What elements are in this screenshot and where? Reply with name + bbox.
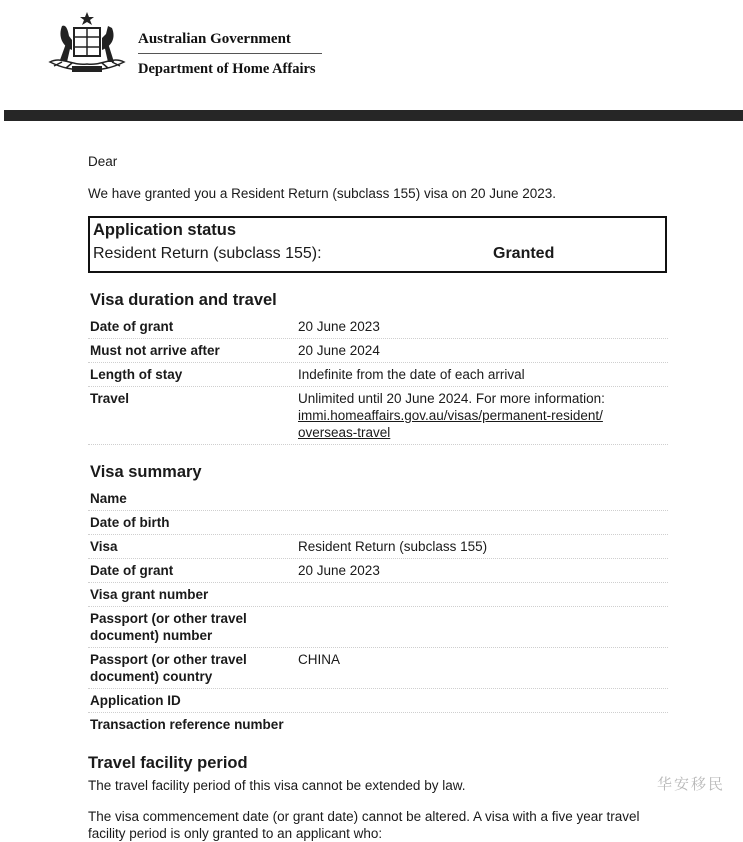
row-label: Passport (or other travel document) number — [90, 611, 247, 643]
table-row — [88, 648, 668, 689]
travel-info-link[interactable] — [298, 408, 603, 440]
greeting-text: Dear — [88, 154, 118, 169]
table-row — [88, 559, 668, 583]
status-label: Resident Return (subclass 155): — [93, 245, 322, 262]
intro-text: We have granted you a Resident Return (subclass 155) visa on 20 June 2023. — [88, 186, 557, 201]
status-row — [93, 245, 665, 267]
status-title: Application status — [93, 221, 237, 239]
row-label: Visa — [90, 539, 118, 554]
watermark: 华安移民 — [656, 775, 725, 793]
travel-text: Unlimited until 20 June 2024. For more information: — [298, 391, 605, 406]
letter-body — [88, 148, 668, 842]
row-value: Resident Return (subclass 155) — [298, 539, 488, 554]
letterhead — [0, 0, 743, 110]
row-label: Date of grant — [90, 563, 174, 578]
application-status-box — [88, 216, 667, 273]
table-row — [88, 339, 668, 363]
table-row — [88, 689, 668, 713]
row-label: Visa grant number — [90, 587, 209, 602]
row-label: Passport (or other travel document) country — [90, 652, 247, 684]
divider — [138, 53, 322, 54]
section-title-travel-facility: Travel facility period — [88, 754, 248, 772]
row-label: Length of stay — [90, 367, 183, 382]
table-row — [88, 713, 668, 736]
organisation-name — [138, 30, 322, 78]
table-row — [88, 511, 668, 535]
travel-facility-paragraph-2: The visa commencement date (or grant date) cannot be altered. A visa with a five year travel facility period is only granted to an applicant who: — [88, 809, 640, 841]
table-row — [88, 315, 668, 339]
section-title-summary: Visa summary — [90, 463, 202, 481]
government-name: Australian Government — [138, 31, 291, 47]
table-row — [88, 583, 668, 607]
department-name: Department of Home Affairs — [138, 61, 316, 77]
row-value: 20 June 2023 — [298, 319, 380, 334]
row-label: Date of grant — [90, 319, 174, 334]
table-row — [88, 487, 668, 511]
greeting — [88, 154, 668, 172]
duration-table — [88, 315, 668, 445]
row-value: Indefinite from the date of each arrival — [298, 367, 525, 382]
row-value: 20 June 2024 — [298, 343, 380, 358]
row-value — [298, 390, 658, 441]
table-row — [88, 607, 668, 648]
table-row — [88, 363, 668, 387]
travel-facility-paragraph-1: The travel facility period of this visa cannot be extended by law. — [88, 778, 466, 793]
coat-of-arms-icon — [42, 10, 132, 76]
row-label: Travel — [90, 391, 130, 406]
table-row-travel — [88, 387, 668, 445]
section-title-duration: Visa duration and travel — [90, 291, 277, 309]
row-label: Application ID — [90, 693, 181, 708]
table-row — [88, 535, 668, 559]
row-value: 20 June 2023 — [298, 563, 380, 578]
travel-link-line-1: immi.homeaffairs.gov.au/visas/permanent-resident/ — [298, 408, 603, 423]
row-label: Must not arrive after — [90, 343, 220, 358]
row-label: Transaction reference number — [90, 717, 284, 732]
status-value: Granted — [493, 245, 555, 262]
row-label: Date of birth — [90, 515, 170, 530]
summary-table — [88, 487, 668, 736]
header-bar — [4, 110, 743, 121]
row-label: Name — [90, 491, 127, 506]
travel-link-line-2: overseas-travel — [298, 425, 391, 440]
row-value: CHINA — [298, 652, 341, 667]
